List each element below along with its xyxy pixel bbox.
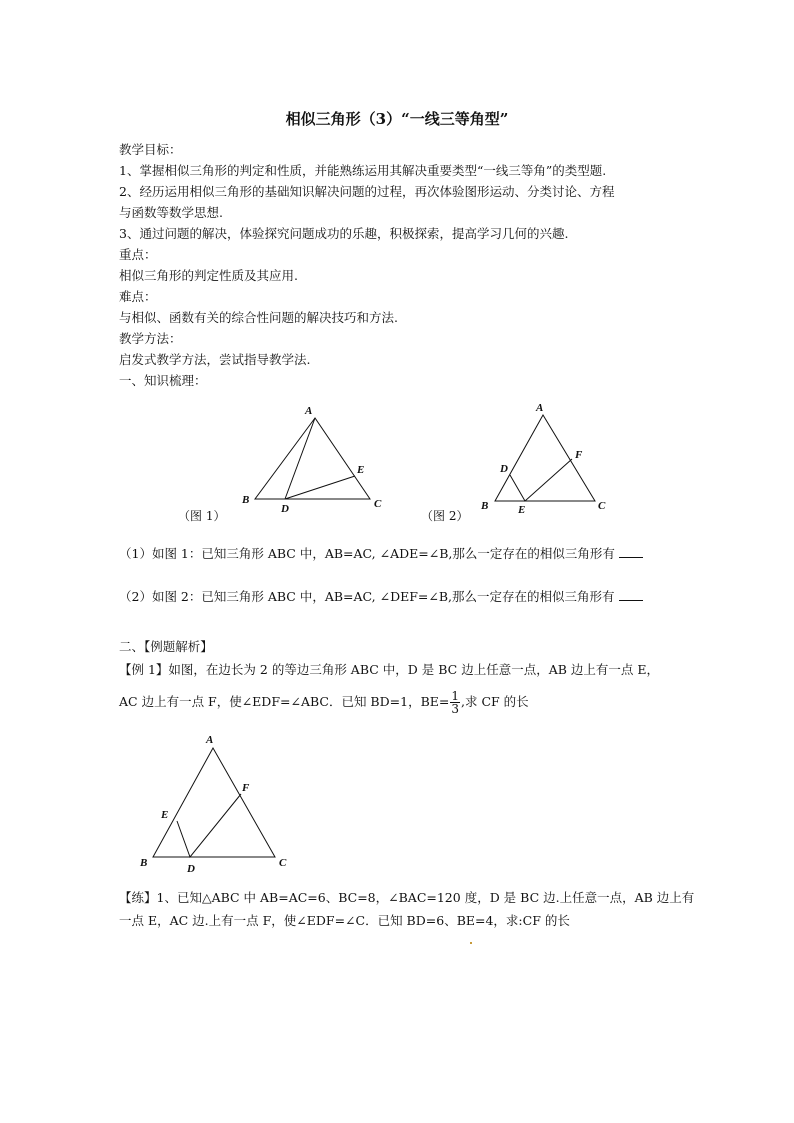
objective-item-3: 3、通过问题的解决，体验探究问题成功的乐趣，积极探索，提高学习几何的兴趣. [119, 226, 569, 241]
method-heading: 教学方法： [119, 331, 182, 346]
fig1-segment-de [285, 476, 355, 499]
fig2-segments-def [510, 459, 572, 501]
fig1-segment-ad [285, 418, 315, 499]
question-2 [119, 587, 643, 606]
question-2-text: （2）如图 2：已知三角形 ABC 中，AB=AC, ∠DEF=∠B,那么一定存在的相似三角形有 [119, 589, 615, 604]
section1-heading: 一、知识梳理： [119, 373, 207, 388]
difficulty-text: 与相似、函数有关的综合性问题的解决技巧和方法. [119, 310, 398, 325]
fig2-label-a: A [536, 402, 544, 414]
ex-label-c: C [279, 857, 287, 869]
objectives-heading: 教学目标： [119, 142, 182, 157]
example-segments-edf [177, 794, 241, 857]
fig2-label-b: B [481, 500, 489, 512]
ex-label-d: D [187, 863, 195, 875]
example1-line1: 【例 1】如图，在边长为 2 的等边三角形 ABC 中，D 是 BC 边上任意一点，AB 边上有一点 E， [119, 662, 659, 677]
ex-label-e: E [161, 809, 169, 821]
ex-label-f: F [242, 782, 250, 794]
example1-line2-a: AC 边上有一点 F，使∠EDF=∠ABC．已知 BD=1，BE= [119, 694, 450, 709]
stray-dot [470, 942, 472, 944]
example1-line2 [119, 690, 529, 715]
fig1-label-d: D [281, 503, 289, 515]
answer-blank-2[interactable] [619, 589, 643, 601]
fig2-label-f: F [575, 449, 583, 461]
figure-2-caption: （图 2） [421, 509, 469, 523]
objective-item-2-cont: 与函数等数学思想. [119, 205, 223, 220]
objective-item-1: 1、掌握相似三角形的判定和性质，并能熟练运用其解决重要类型“一线三等角”的类型题. [119, 163, 607, 178]
fraction-denominator: 3 [451, 702, 459, 716]
key-point-text: 相似三角形的判定性质及其应用. [119, 268, 298, 283]
fig1-label-b: B [242, 494, 250, 506]
fig2-label-d: D [500, 463, 508, 475]
difficulty-heading: 难点： [119, 289, 157, 304]
practice-line1: 【练】1、已知△ABC 中 AB=AC=6、BC=8，∠BAC=120 度，D 是 BC 边.上任意一点，AB 边上有 [119, 890, 695, 905]
ex-label-a: A [206, 734, 214, 746]
answer-blank-1[interactable] [619, 546, 643, 558]
figure-1-caption: （图 1） [178, 509, 226, 523]
fraction-numerator: 1 [451, 689, 459, 703]
example1-line2-b: ,求 CF 的长 [461, 694, 529, 709]
ex-label-b: B [140, 857, 148, 869]
fig1-triangle-abc [255, 418, 370, 499]
question-1 [119, 544, 643, 563]
fig2-label-e: E [518, 504, 526, 516]
objective-item-2: 2、经历运用相似三角形的基础知识解决问题的过程，再次体验图形运动、分类讨论、方程 [119, 184, 615, 199]
practice-line2: 一点 E，AC 边.上有一点 F，使∠EDF=∠C．已知 BD=6、BE=4，求:CF 的长 [119, 913, 570, 928]
question-1-text: （1）如图 1：已知三角形 ABC 中，AB=AC, ∠ADE=∠B,那么一定存在的相似三角形有 [119, 546, 615, 561]
fig1-label-c: C [374, 498, 382, 510]
section2-heading: 二、【例题解析】 [119, 639, 213, 654]
fig2-label-c: C [598, 500, 606, 512]
key-point-heading: 重点： [119, 247, 157, 262]
method-text: 启发式教学方法，尝试指导教学法. [119, 352, 311, 367]
fig1-label-e: E [357, 464, 365, 476]
example-triangle-abc [153, 748, 275, 857]
fig1-label-a: A [305, 405, 313, 417]
fig2-triangle-abc [495, 415, 595, 501]
page-title: 相似三角形（3）“一线三等角型” [285, 110, 509, 128]
fraction-one-third [450, 690, 460, 715]
